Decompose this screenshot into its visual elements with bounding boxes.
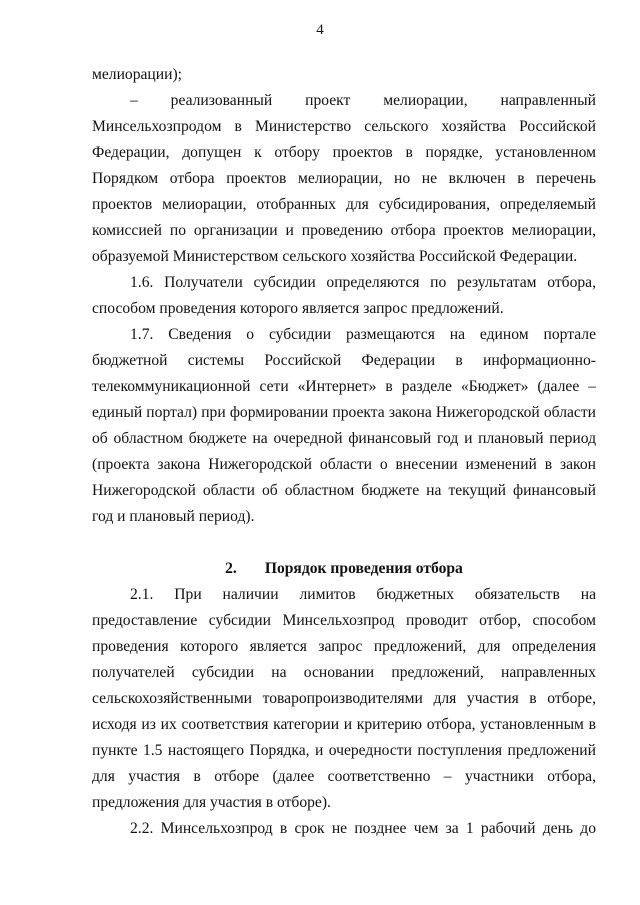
section-number: 2. <box>225 560 237 577</box>
paragraph-continuation: мелиорации); <box>92 66 182 83</box>
paragraph-dash-item: – реализованный проект мелиорации, направленный Минсельхозпродом в Министерство сельского хозяйства Российской Федерации, допущен к отбору проектов в порядке, установленном Порядком отбора проектов мелиорации, но не включен в перечень проектов мелиорации, отобранных для субсидирования, определяемый комиссией по организации и проведению отбора проектов мелиорации, образуемой Министерством сельского хозяйства Российской Федерации. <box>92 92 596 265</box>
page-number: 4 <box>316 22 324 38</box>
paragraph-2-1: 2.1. При наличии лимитов бюджетных обязательств на предоставление субсидии Минсельхозпрод проводит отбор, способом проведения которого является запрос предложений, для определения получателей субсидии на основании предложений, направленных сельскохозяйственными товаропроизводителями для участия в отборе, исходя из их соответствия категории и критерию отбора, установленным в пункте 1.5 настоящего Порядка, и очередности поступления предложений для участия в отборе (далее соответственно – участники отбора, предложения для участия в отборе). <box>92 586 596 811</box>
paragraph-2-2: 2.2. Минсельхозпрод в срок не позднее чем за 1 рабочий день до <box>130 820 596 837</box>
document-body <box>92 62 596 842</box>
paragraph-1-6: 1.6. Получатели субсидии определяются по результатам отбора, способом проведения которого является запрос предложений. <box>92 274 596 317</box>
paragraph-1-7: 1.7. Сведения о субсидии размещаются на едином портале бюджетной системы Российской Федерации в информационно-телекоммуникационной сети «Интернет» в разделе «Бюджет» (далее – единый портал) при формировании проекта закона Нижегородской области об областном бюджете на очередной финансовый год и плановый период (проекта закона Нижегородской области о внесении изменений в закон Нижегородской области об областном бюджете на текущий финансовый год и плановый период). <box>92 326 596 525</box>
section-title: Порядок проведения отбора <box>264 560 463 577</box>
section-heading <box>92 556 596 582</box>
